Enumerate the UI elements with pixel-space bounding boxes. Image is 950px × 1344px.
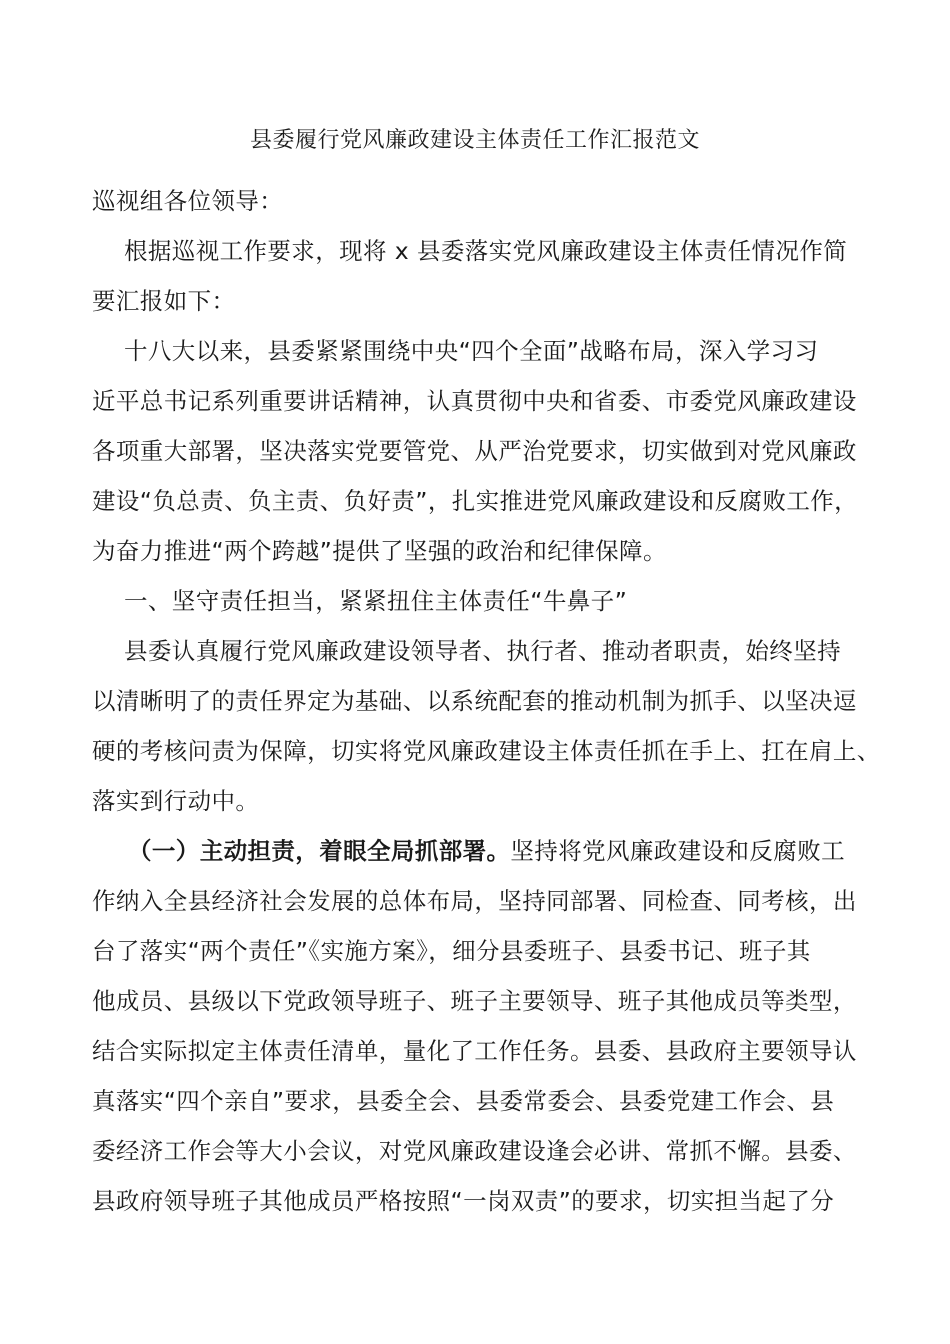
subsection-text: 坚持将党风廉政建设和反腐败工 — [510, 837, 846, 865]
paragraph-line: 作纳入全县经济社会发展的总体布局，坚持同部署、同检查、同考核，出 — [92, 887, 857, 915]
paragraph-line: 要汇报如下： — [92, 287, 236, 315]
paragraph-line: 各项重大部署，坚决落实党要管党、从严治党要求，切实做到对党风廉政 — [92, 437, 857, 465]
paragraph-line: 硬的考核问责为保障，切实将党风廉政建设主体责任抓在手上、扛在肩上、 — [92, 737, 881, 765]
paragraph-line: 台了落实“两个责任”《实施方案》，细分县委班子、县委书记、班子其 — [92, 937, 811, 965]
paragraph-line: 他成员、县级以下党政领导班子、班子主要领导、班子其他成员等类型， — [92, 987, 857, 1015]
salutation-line: 巡视组各位领导： — [92, 187, 284, 215]
paragraph-line: 建设“负总责、负主责、负好责”，扎实推进党风廉政建设和反腐败工作， — [92, 487, 859, 515]
paragraph-line: 根据巡视工作要求，现将 x 县委落实党风廉政建设主体责任情况作简 — [124, 237, 848, 265]
subsection-line — [128, 834, 876, 868]
paragraph-line: 真落实“四个亲自”要求，县委全会、县委常委会、县委党建工作会、县 — [92, 1087, 835, 1115]
paragraph-line: 为奋力推进“两个跨越”提供了坚强的政治和纪律保障。 — [92, 537, 667, 565]
subsection-heading: （一）主动担责，着眼全局抓部署。 — [128, 837, 511, 865]
paragraph-line: 十八大以来，县委紧紧围绕中央“四个全面”战略布局，深入学习习 — [124, 337, 819, 365]
paragraph-line: 近平总书记系列重要讲话精神，认真贯彻中央和省委、市委党风廉政建设 — [92, 387, 857, 415]
section-heading: 一、坚守责任担当，紧紧扭住主体责任“牛鼻子” — [124, 587, 628, 615]
paragraph-line: 以清晰明了的责任界定为基础、以系统配套的推动机制为抓手、以坚决逗 — [92, 687, 857, 715]
paragraph-line: 县委认真履行党风廉政建设领导者、执行者、推动者职责，始终坚持 — [124, 637, 841, 665]
paragraph-line: 委经济工作会等大小会议，对党风廉政建设逢会必讲、常抓不懈。县委、 — [92, 1137, 857, 1165]
document-title: 县委履行党风廉政建设主体责任工作汇报范文 — [249, 128, 700, 153]
paragraph-line: 落实到行动中。 — [92, 787, 260, 815]
paragraph-line: 县政府领导班子其他成员严格按照“一岗双责”的要求，切实担当起了分 — [92, 1187, 835, 1215]
paragraph-line: 结合实际拟定主体责任清单，量化了工作任务。县委、县政府主要领导认 — [92, 1037, 857, 1065]
